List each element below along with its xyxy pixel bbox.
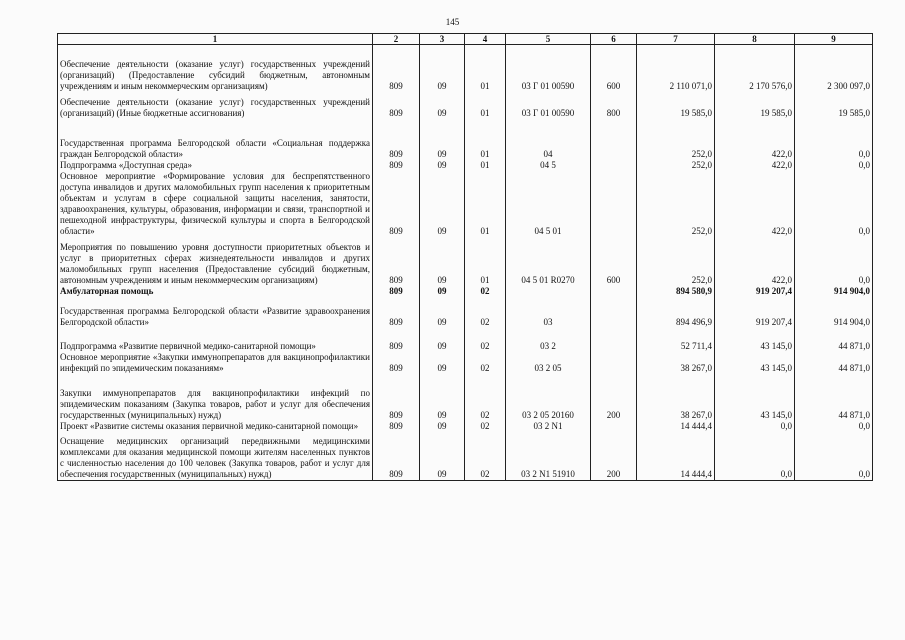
page-number: 145 (445, 17, 460, 27)
row-name: Подпрограмма «Доступная среда» (58, 160, 373, 171)
cell-section: 09 (420, 374, 465, 421)
cell-section: 09 (420, 352, 465, 374)
table-row (58, 286, 873, 297)
cell-section: 09 (420, 286, 465, 297)
table-row (58, 92, 873, 119)
cell-amount-year3: 914 904,0 (795, 286, 873, 297)
row-name: Оснащение медицинских организаций передвижными медицинскими комплексами для оказания медицинской помощи жителям населенных пунктов с численностью населения до 100 человек (Закупка товаров, работ и услуг для обеспечения государственных (муниципальных) нужд) (58, 432, 373, 481)
cell-ministry-code: 809 (373, 286, 420, 297)
cell-amount-year3: 0,0 (795, 171, 873, 237)
cell-amount-year2: 19 585,0 (715, 92, 795, 119)
cell-amount-year2: 422,0 (715, 160, 795, 171)
cell-expense-type (591, 119, 637, 160)
cell-amount-year2: 43 145,0 (715, 328, 795, 352)
cell-subsection: 01 (465, 45, 506, 93)
cell-subsection: 02 (465, 374, 506, 421)
cell-amount-year3: 44 871,0 (795, 374, 873, 421)
cell-section: 09 (420, 119, 465, 160)
cell-expense-type (591, 352, 637, 374)
cell-target-article: 04 5 01 (506, 171, 591, 237)
cell-subsection: 02 (465, 421, 506, 432)
cell-expense-type (591, 286, 637, 297)
cell-expense-type (591, 328, 637, 352)
table-row (58, 171, 873, 237)
cell-section: 09 (420, 45, 465, 93)
cell-ministry-code: 809 (373, 352, 420, 374)
cell-amount-year1: 38 267,0 (637, 352, 715, 374)
cell-ministry-code: 809 (373, 374, 420, 421)
cell-amount-year1: 252,0 (637, 237, 715, 286)
row-name: Мероприятия по повышению уровня доступности приоритетных объектов и услуг в приоритетных сферах жизнедеятельности инвалидов и других маломобильных групп населения (Предоставление субсидий бюджетным, автономным учреждениям и иным некоммерческим организациям) (58, 237, 373, 286)
cell-amount-year1: 894 580,9 (637, 286, 715, 297)
cell-amount-year2: 0,0 (715, 432, 795, 481)
column-header: 3 (420, 34, 465, 45)
table-row (58, 237, 873, 286)
cell-section: 09 (420, 432, 465, 481)
cell-ministry-code: 809 (373, 432, 420, 481)
column-header: 8 (715, 34, 795, 45)
cell-amount-year1: 2 110 071,0 (637, 45, 715, 93)
table-row (58, 352, 873, 374)
cell-target-article: 03 Г 01 00590 (506, 45, 591, 93)
cell-amount-year1: 894 496,9 (637, 297, 715, 328)
cell-expense-type: 200 (591, 374, 637, 421)
row-name: Государственная программа Белгородской области «Развитие здравоохранения Белгородской области» (58, 297, 373, 328)
cell-amount-year2: 422,0 (715, 171, 795, 237)
row-name: Обеспечение деятельности (оказание услуг) государственных учреждений (организаций) (Иные бюджетные ассигнования) (58, 92, 373, 119)
cell-amount-year1: 252,0 (637, 160, 715, 171)
cell-section: 09 (420, 160, 465, 171)
cell-ministry-code: 809 (373, 92, 420, 119)
cell-amount-year2: 0,0 (715, 421, 795, 432)
table-row (58, 328, 873, 352)
table-row (58, 45, 873, 93)
table-row (58, 374, 873, 421)
cell-amount-year3: 0,0 (795, 432, 873, 481)
column-header: 4 (465, 34, 506, 45)
cell-amount-year3: 19 585,0 (795, 92, 873, 119)
cell-expense-type (591, 171, 637, 237)
cell-target-article (506, 286, 591, 297)
table-row (58, 297, 873, 328)
cell-expense-type: 800 (591, 92, 637, 119)
cell-amount-year3: 0,0 (795, 160, 873, 171)
cell-amount-year1: 14 444,4 (637, 421, 715, 432)
cell-section: 09 (420, 421, 465, 432)
cell-target-article: 04 (506, 119, 591, 160)
column-header: 7 (637, 34, 715, 45)
table-row (58, 421, 873, 432)
cell-section: 09 (420, 328, 465, 352)
cell-amount-year3: 44 871,0 (795, 328, 873, 352)
row-name: Обеспечение деятельности (оказание услуг) государственных учреждений (организаций) (Предоставление субсидий бюджетным, автономным учреждениям и иным некоммерческим организациям) (58, 45, 373, 93)
cell-target-article: 03 (506, 297, 591, 328)
cell-ministry-code: 809 (373, 421, 420, 432)
row-name: Закупки иммунопрепаратов для вакцинопрофилактики инфекций по эпидемическим показаниям (Закупка товаров, работ и услуг для обеспечения государственных (муниципальных) нужд) (58, 374, 373, 421)
cell-amount-year2: 43 145,0 (715, 352, 795, 374)
cell-target-article: 03 2 (506, 328, 591, 352)
cell-expense-type: 600 (591, 45, 637, 93)
row-name: Государственная программа Белгородской области «Социальная поддержка граждан Белгородской области» (58, 119, 373, 160)
cell-subsection: 01 (465, 237, 506, 286)
cell-subsection: 02 (465, 297, 506, 328)
cell-amount-year2: 43 145,0 (715, 374, 795, 421)
cell-ministry-code: 809 (373, 297, 420, 328)
cell-subsection: 01 (465, 92, 506, 119)
column-header: 6 (591, 34, 637, 45)
cell-target-article: 03 Г 01 00590 (506, 92, 591, 119)
row-name: Основное мероприятие «Формирование условия для беспрепятственного доступа инвалидов и других маломобильных групп населения к приоритетным объектам и услугам в сфере социальной защиты населения, занятости, здравоохранения, культуры, образования, информации и связи, транспортной и пешеходной инфраструктуры, физической культуры и спорта в Белгородской области» (58, 171, 373, 237)
cell-expense-type (591, 297, 637, 328)
cell-subsection: 02 (465, 286, 506, 297)
cell-amount-year3: 0,0 (795, 119, 873, 160)
cell-target-article: 03 2 N1 51910 (506, 432, 591, 481)
table-row (58, 432, 873, 481)
cell-amount-year2: 919 207,4 (715, 286, 795, 297)
cell-ministry-code: 809 (373, 45, 420, 93)
budget-table (57, 33, 873, 481)
cell-amount-year3: 2 300 097,0 (795, 45, 873, 93)
cell-amount-year3: 0,0 (795, 421, 873, 432)
cell-section: 09 (420, 237, 465, 286)
cell-target-article: 03 2 05 (506, 352, 591, 374)
cell-amount-year1: 252,0 (637, 119, 715, 160)
table-body (58, 45, 873, 481)
cell-target-article: 04 5 01 R0270 (506, 237, 591, 286)
column-header: 2 (373, 34, 420, 45)
cell-amount-year1: 14 444,4 (637, 432, 715, 481)
cell-subsection: 01 (465, 160, 506, 171)
cell-amount-year2: 422,0 (715, 237, 795, 286)
cell-subsection: 01 (465, 119, 506, 160)
header-row (58, 34, 873, 45)
row-name: Основное мероприятие «Закупки иммунопрепаратов для вакцинопрофилактики инфекций по эпидемическим показаниям» (58, 352, 373, 374)
cell-ministry-code: 809 (373, 160, 420, 171)
cell-expense-type: 600 (591, 237, 637, 286)
cell-amount-year1: 52 711,4 (637, 328, 715, 352)
column-header: 9 (795, 34, 873, 45)
cell-amount-year3: 44 871,0 (795, 352, 873, 374)
cell-ministry-code: 809 (373, 119, 420, 160)
cell-subsection: 02 (465, 328, 506, 352)
cell-amount-year3: 914 904,0 (795, 297, 873, 328)
cell-expense-type (591, 160, 637, 171)
cell-expense-type (591, 421, 637, 432)
cell-ministry-code: 809 (373, 171, 420, 237)
cell-amount-year2: 422,0 (715, 119, 795, 160)
table-row (58, 160, 873, 171)
cell-expense-type: 200 (591, 432, 637, 481)
cell-ministry-code: 809 (373, 237, 420, 286)
cell-amount-year1: 252,0 (637, 171, 715, 237)
cell-section: 09 (420, 171, 465, 237)
cell-subsection: 02 (465, 432, 506, 481)
cell-target-article: 03 2 N1 (506, 421, 591, 432)
column-header: 5 (506, 34, 591, 45)
cell-amount-year3: 0,0 (795, 237, 873, 286)
cell-ministry-code: 809 (373, 328, 420, 352)
cell-subsection: 02 (465, 352, 506, 374)
cell-section: 09 (420, 92, 465, 119)
cell-amount-year2: 919 207,4 (715, 297, 795, 328)
table-row (58, 119, 873, 160)
cell-amount-year2: 2 170 576,0 (715, 45, 795, 93)
cell-section: 09 (420, 297, 465, 328)
row-name: Подпрограмма «Развитие первичной медико-санитарной помощи» (58, 328, 373, 352)
cell-amount-year1: 38 267,0 (637, 374, 715, 421)
column-header: 1 (58, 34, 373, 45)
row-name: Амбулаторная помощь (58, 286, 373, 297)
cell-target-article: 03 2 05 20160 (506, 374, 591, 421)
cell-target-article: 04 5 (506, 160, 591, 171)
row-name: Проект «Развитие системы оказания первичной медико-санитарной помощи» (58, 421, 373, 432)
cell-amount-year1: 19 585,0 (637, 92, 715, 119)
cell-subsection: 01 (465, 171, 506, 237)
